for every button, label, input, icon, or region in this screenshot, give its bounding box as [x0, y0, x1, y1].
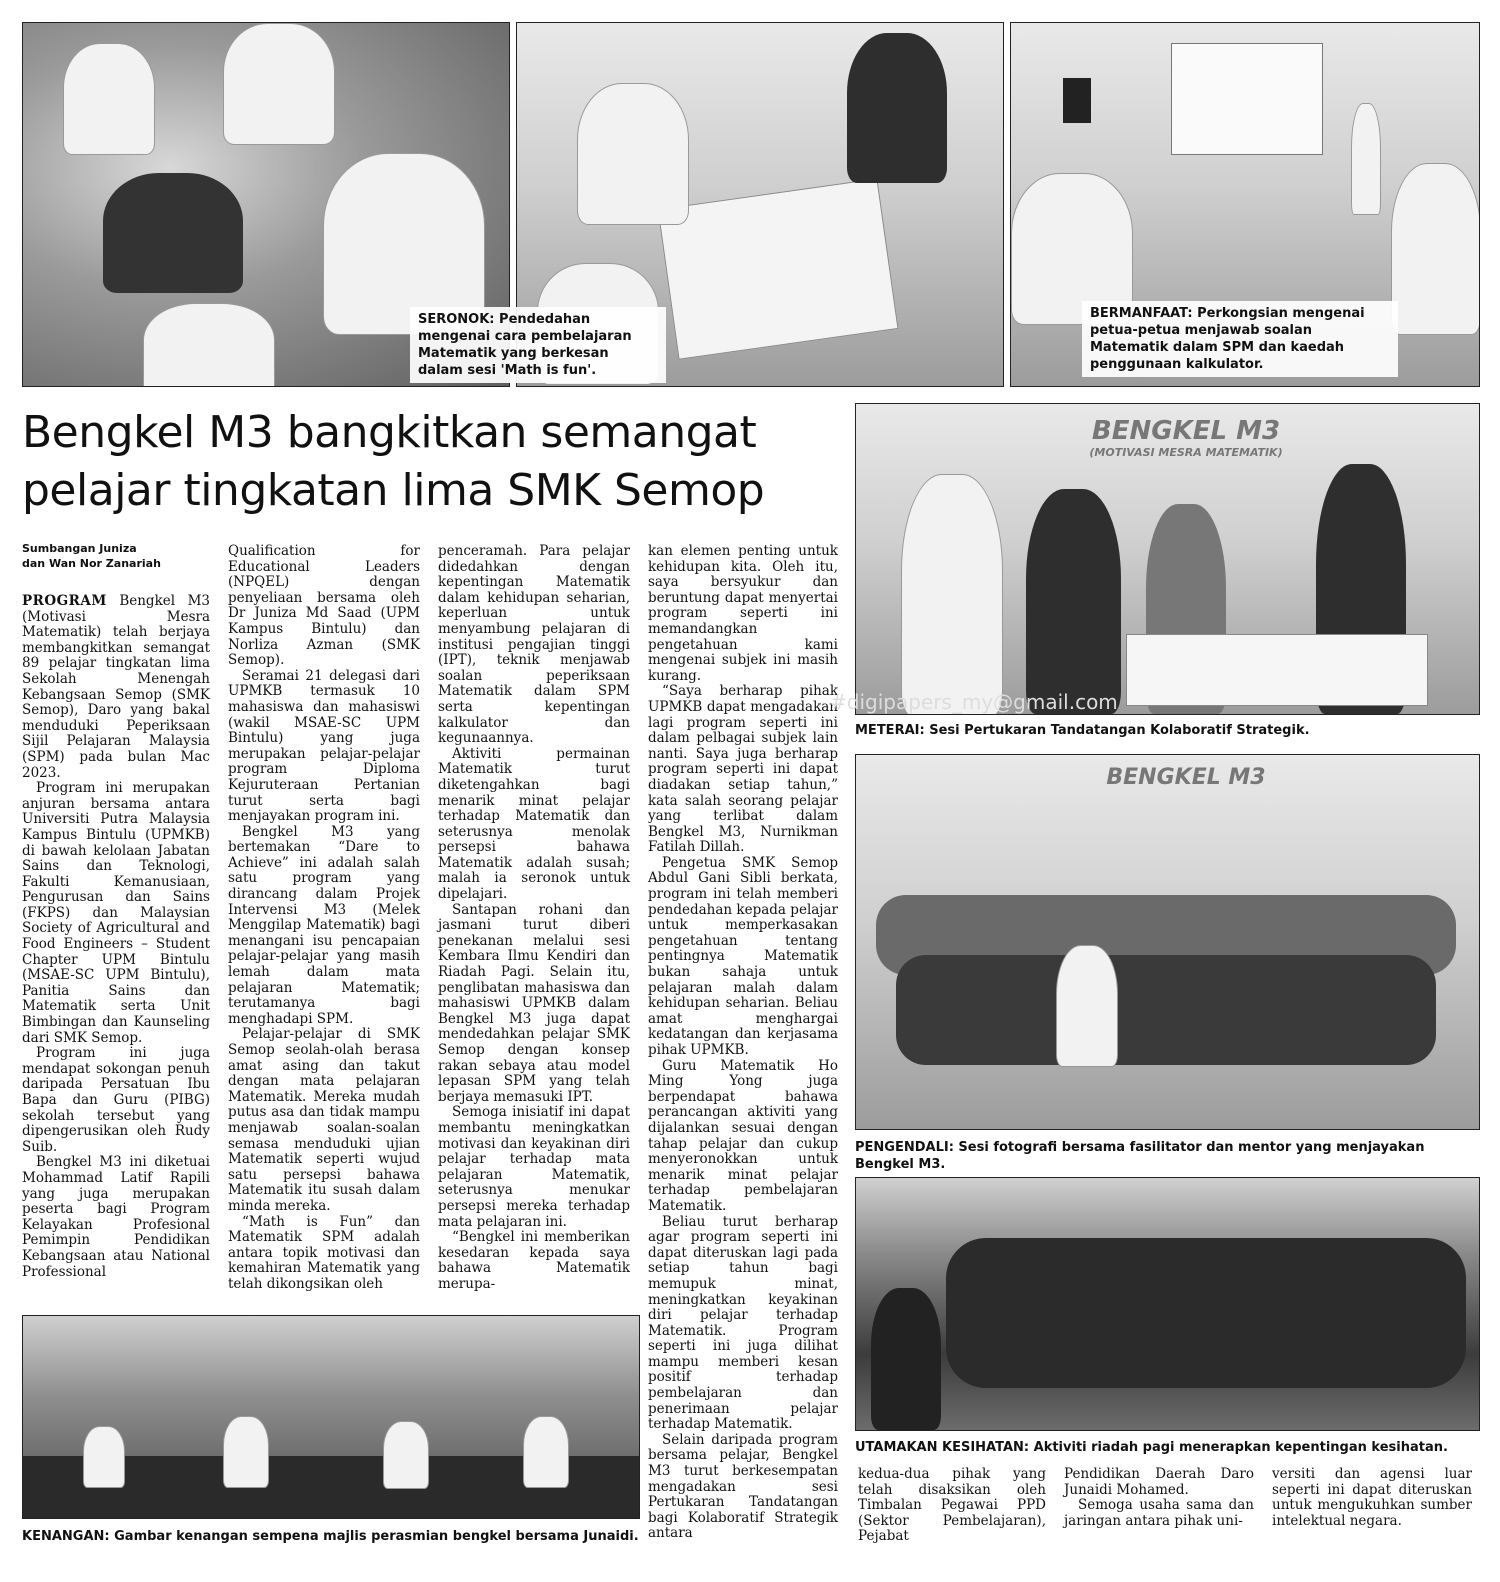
article-column-1: [22, 594, 210, 1280]
caption-tag: UTAMAKAN KESIHATAN:: [855, 1440, 1030, 1455]
byline-line-2: dan Wan Nor Zanariah: [22, 557, 161, 570]
caption-text: Pendedahan mengenai cara pembelajaran Matematik yang berkesan dalam sesi 'Math is fun'.: [418, 312, 632, 378]
lead-word: PROGRAM: [22, 593, 107, 609]
group-row-front: [896, 955, 1436, 1065]
caption-text: Sesi Pertukaran Tandatangan Kolaboratif Strategik.: [929, 723, 1310, 738]
paragraph: Aktiviti permainan Matematik turut diketengahkan bagi menarik minat pelajar terhadap Matematik dan seterusnya menolak persepsi bahawa Matematik adalah susah; malah ia seronok untuk dipelajari.: [438, 745, 630, 903]
caption-tag: BERMANFAAT:: [1090, 306, 1193, 321]
person-figure: [871, 1288, 941, 1430]
paragraph: Santapan rohani dan jasmani turut diberi penekanan melalui sesi Kembara Ilmu Kendiri dan Riadah Pagi. Selain itu, penglibatan mahasiswa dan mahasiswi UPMKB dalam Bengkel M3 juga dapat mendedahkan pelajar SMK Semop dengan konsep rakan sebaya atau model lepasan SPM yang telah berjaya memasuki IPT.: [438, 901, 630, 1105]
photo-meterai: [855, 403, 1480, 715]
caption-tag: SERONOK:: [418, 312, 495, 327]
banner-title: BENGKEL M3: [1106, 765, 1266, 790]
caption-kenangan: [22, 1528, 642, 1545]
watermark: #digipapers_my@gmail.com: [830, 690, 1118, 714]
student-figure: [143, 303, 275, 387]
caption-pengendali: [855, 1139, 1475, 1173]
headline: [22, 404, 842, 520]
headline-line-2: pelajar tingkatan lima SMK Semop: [22, 465, 765, 516]
student-figure: [103, 173, 243, 293]
paragraph: Pengetua SMK Semop Abdul Gani Sibli berkata, program ini telah memberi pendedahan kepada pelajar untuk memperkasakan pengetahuan tentang pentingnya Matematik bukan sahaja untuk pelajaran malah dalam kehidupan seharian. Beliau amat menghargai kedatangan dan kerjasama pihak UPMKB.: [648, 854, 838, 1058]
paragraph: Guru Matematik Ho Ming Yong juga berpendapat bahawa perancangan aktiviti yang dijalankan sesuai dengan tahap pelajar dan cukup menyeronokkan untuk menarik minat pelajar terhadap pembelajaran Matematik.: [648, 1057, 838, 1214]
person-figure: [1026, 489, 1121, 714]
article-column-3: [438, 544, 630, 1293]
article-column-7: [1272, 1467, 1472, 1529]
paragraph: Program ini juga mendapat sokongan penuh daripada Persatuan Ibu Bapa dan Guru (PIBG) sekolah tersebut yang dipengerusikan oleh Rudy Suib.: [22, 1045, 210, 1155]
headline-line-1: Bengkel M3 bangkitkan semangat: [22, 407, 757, 458]
projector-screen: [1171, 43, 1323, 155]
person-figure: [223, 1416, 269, 1488]
article-column-2: [228, 544, 420, 1293]
caption-text: Sesi fotografi bersama fasilitator dan mentor yang menjayakan Bengkel M3.: [855, 1140, 1425, 1172]
paragraph: Pelajar-pelajar di SMK Semop seolah-olah berasa amat asing dan takut dengan mata pelajaran Matematik. Mereka mudah putus asa dan tidak mampu menjawab soalan-soalan semasa menduduki ujian Matematik seperti wujud satu persepsi bahawa Matematik itu susah dalam minda mereka.: [228, 1026, 420, 1214]
caption-tag: KENANGAN:: [22, 1529, 110, 1544]
paragraph: Beliau turut berharap agar program seperti ini dapat diteruskan lagi pada setiap tahun bagi memupuk minat, meningkatkan keyakinan diri pelajar terhadap Matematik. Program seperti ini juga dilihat mampu memberi kesan positif terhadap pembelajaran dan penerimaan pelajar terhadap Matematik.: [648, 1213, 838, 1433]
banner: [1036, 416, 1336, 459]
caption-text: Gambar kenangan sempena majlis perasmian bengkel bersama Junaidi.: [114, 1529, 639, 1544]
paragraph: kedua-dua pihak yang telah disaksikan oleh Timbalan Pegawai PPD (Sektor Pembelajaran), Pejabat: [858, 1466, 1046, 1545]
caption-tag: PENGENDALI:: [855, 1140, 954, 1155]
person-figure: [523, 1416, 569, 1488]
paragraph: [22, 594, 210, 781]
paragraph: versiti dan agensi luar seperti ini dapat diteruskan untuk mengukuhkan sumber intelektual negara.: [1272, 1466, 1472, 1529]
student-figure: [1391, 163, 1480, 335]
paragraph: Program ini merupakan anjuran bersama antara Universiti Putra Malaysia Kampus Bintulu (UPMKB) di bawah kelolaan Jabatan Sains dan Teknologi, Fakulti Kemanusiaan, Pengurusan dan Sains (FKPS) dan Malaysian Society of Agricultural and Food Engineers – Student Chapter UPM Bintulu (MSAE-SC UPM Bintulu), Panitia Sains dan Matematik serta Unit Bimbingan dan Kaunseling dari SMK Semop.: [22, 780, 210, 1046]
person-figure: [901, 474, 1003, 715]
person-figure: [383, 1421, 429, 1489]
person-figure: [83, 1426, 125, 1488]
student-figure: [577, 83, 689, 225]
photo-kenangan: [22, 1315, 640, 1519]
banner-title: BENGKEL M3: [1091, 416, 1281, 446]
student-figure: [223, 23, 335, 145]
byline: [22, 541, 212, 571]
paragraph-text: Bengkel M3 (Motivasi Mesra Matematik) telah berjaya membangkitkan semangat 89 pelajar tingkatan lima Sekolah Menengah Kebangsaan Semop (SMK Semop), Daro yang bakal menduduki Peperiksaan Sijil Pelajaran Malaysia (SPM) pada bulan Mac 2023.: [22, 593, 210, 781]
signing-table: [1126, 634, 1428, 706]
paragraph: Semoga inisiatif ini dapat membantu meningkatkan motivasi dan keyakinan diri pelajar terhadap mata pelajaran Matematik, seterusnya menukar persepsi mereka terhadap mata pelajaran ini.: [438, 1104, 630, 1230]
photo-pengendali: [855, 754, 1480, 1130]
paragraph: Seramai 21 delegasi dari UPMKB termasuk 10 mahasiswa dan mahasiswi (wakil MSAE-SC UPM Bintulu) yang juga merupakan pelajar-pelajar program Diploma Kejuruteraan Pertanian turut serta bagi menjayakan program ini.: [228, 667, 420, 825]
student-figure: [63, 43, 155, 155]
caption-bermanfaat: [1082, 301, 1398, 377]
person-figure: [1056, 945, 1118, 1067]
caption-text: Aktiviti riadah pagi menerapkan kepentingan kesihatan.: [1033, 1440, 1448, 1455]
byline-line-1: Sumbangan Juniza: [22, 542, 137, 555]
paragraph: Semoga usaha sama dan jaringan antara pihak uni-: [1064, 1497, 1254, 1529]
photo-utamakan-kesihatan: [855, 1177, 1480, 1431]
paragraph: Bengkel M3 yang bertemakan “Dare to Achieve” ini adalah salah satu program yang dirancang dalam Projek Intervensi M3 (Melek Menggilap Matematik) bagi menangani isu pencapaian pelajar-pelajar yang masih lemah dalam mata pelajaran Matematik; terutamanya bagi menghadapi SPM.: [228, 823, 420, 1027]
banner-subtitle: (MOTIVASI MESRA MATEMATIK): [1089, 446, 1283, 459]
caption-utamakan-kesihatan: [855, 1439, 1475, 1456]
paragraph: “Bengkel ini memberikan kesedaran kepada saya bahawa Matematik merupa-: [438, 1229, 630, 1292]
article-column-6: [1064, 1467, 1254, 1529]
caption-text: Perkongsian mengenai petua-petua menjawab soalan Matematik dalam SPM dan kaedah penggunaan kalkulator.: [1090, 306, 1365, 372]
crowd: [946, 1238, 1466, 1388]
caption-meterai: [855, 722, 1475, 739]
speaker: [1063, 78, 1091, 123]
paragraph: kan elemen penting untuk kehidupan kita. Oleh itu, saya bersyukur dan beruntung dapat menyertai program seperti ini memandangkan pengetahuan kami mengenai subjek ini masih kurang.: [648, 543, 838, 684]
math-board: [658, 178, 899, 359]
article-column-5: [858, 1467, 1046, 1545]
paragraph: “Saya berharap pihak UPMKB dapat mengadakan lagi program seperti ini dalam pelbagai subjek lain nanti. Saya juga berharap program seperti ini dapat diadakan setiap tahun,” kata salah seorang pelajar yang terlibat dalam Bengkel M3, Nurnikman Fatilah Dillah.: [648, 683, 838, 856]
paragraph: Pendidikan Daerah Daro Junaidi Mohamed.: [1064, 1466, 1254, 1498]
paragraph: Selain daripada program bersama pelajar, Bengkel M3 turut berkesempatan mengadakan sesi Pertukaran Tandatangan bagi Kolaboratif Strategik antara: [648, 1431, 838, 1542]
caption-seronok: [410, 307, 666, 383]
paragraph: “Math is Fun” dan Matematik SPM adalah antara topik motivasi dan kemahiran Matematik yang telah dikongsikan oleh: [228, 1213, 420, 1292]
caption-tag: METERAI:: [855, 723, 925, 738]
paragraph: Qualification for Educational Leaders (NPQEL) dengan penyeliaan bersama oleh Dr Juniza Md Saad (UPM Kampus Bintulu) dan Norliza Azman (SMK Semop).: [228, 543, 420, 669]
paragraph: penceramah. Para pelajar didedahkan dengan kepentingan Matematik dalam kehidupan seharian, keperluan untuk menyambung pelajaran di institusi pengajian tinggi (IPT), teknik menjawab soalan peperiksaan Matematik dalam SPM serta kepentingan kalkulator dan kegunaannya.: [438, 543, 630, 747]
article-column-4: [648, 544, 838, 1542]
paragraph: Bengkel M3 ini diketuai Mohammad Latif Rapili yang juga merupakan peserta bagi Program Kelayakan Profesional Pemimpin Pendidikan Kebangsaan atau National Professional: [22, 1154, 210, 1280]
student-figure: [847, 33, 947, 183]
speaker-figure: [1351, 103, 1381, 215]
